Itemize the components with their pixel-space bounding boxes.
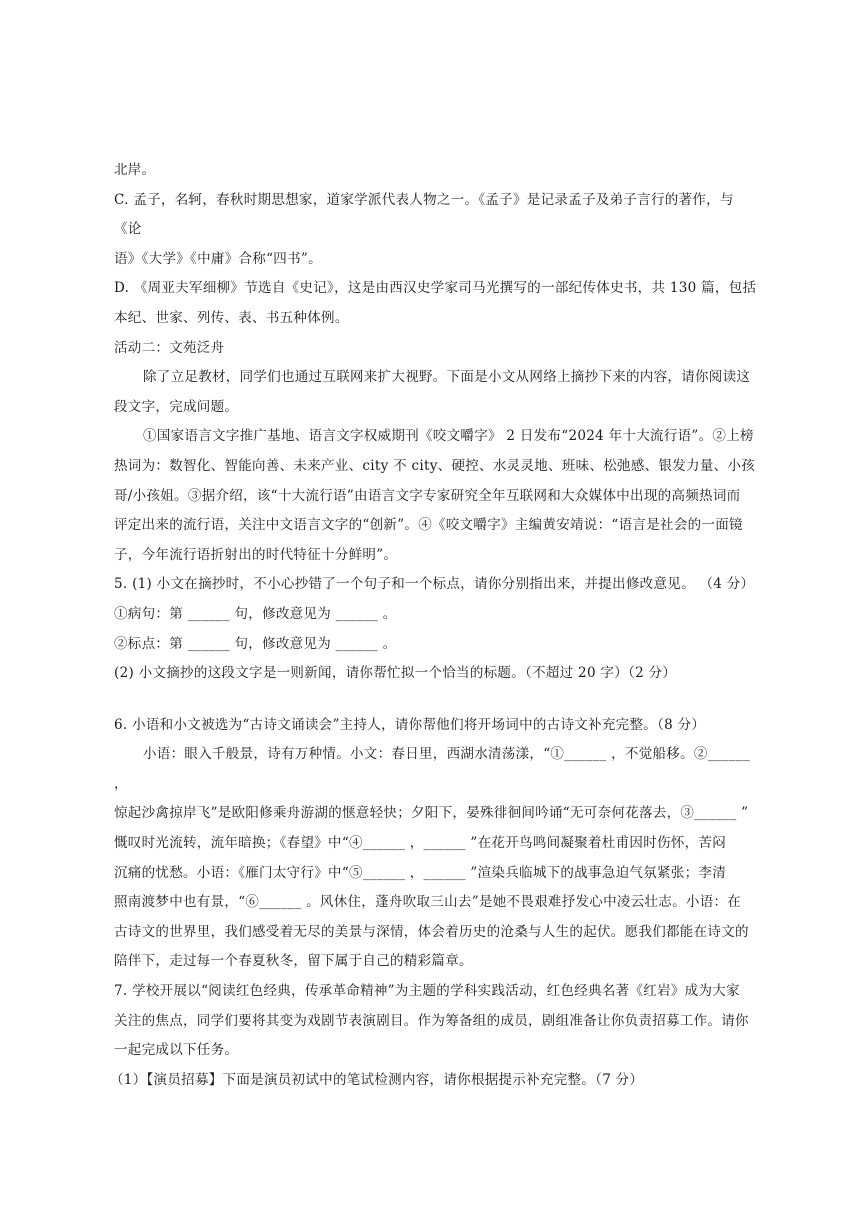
text-line-l03: 语》《大学》《中庸》合称“四书”。 — [114, 250, 322, 267]
text-line-l18: 6. 小语和小文被选为“古诗文诵读会”主持人，请你帮他们将开场词中的古诗文补充完整。（8 分） — [114, 716, 706, 733]
text-line-l16: ②标点：第 ______ 句，修改意见为 ______ 。 — [114, 635, 397, 652]
text-line-l28: 一起完成以下任务。 — [114, 1042, 239, 1059]
text-line-l22: 沉痛的忧愁。小语：《雁门太守行》中“⑤______ ，______ ”渲染兵临城下的战事急迫气氛紧张；李清 — [114, 864, 727, 881]
text-line-l29: （1）【演员招募】下面是演员初试中的笔试检测内容，请你根据提示补充完整。（7 分） — [110, 1071, 644, 1088]
text-line-l24: 古诗文的世界里，我们感受着无尽的美景与深情，体会着历史的沧桑与人生的起伏。愿我们都能在诗文的 — [114, 923, 749, 940]
text-line-l10: 热词为：数智化、智能向善、未来产业、city 不 city、硬控、水灵灵地、班味、松弛感、银发力量、小孩 — [114, 457, 756, 474]
text-line-l20: 惊起沙禽掠岸飞”是欧阳修乘舟游湖的惬意轻快；夕阳下，晏殊徘徊间吟诵“无可奈何花落去，③______ ” — [114, 805, 749, 822]
text-line-l04: D. 《周亚夫军细柳》节选自《史记》，这是由西汉史学家司马光撰写的一部纪传体史书，共 130 篇，包括 — [114, 280, 757, 297]
document-body — [110, 156, 760, 1095]
text-line-l15: ①病句：第 ______ 句，修改意见为 ______ 。 — [114, 605, 397, 622]
text-line-l26: 7. 学校开展以“阅读红色经典，传承革命精神”为主题的学科实践活动，红色经典名著《红岩》成为大家 — [114, 983, 740, 1000]
text-line-l01: 北岸。 — [114, 162, 156, 178]
text-line-l05: 本纪、世家、列传、表、书五种体例。 — [114, 309, 349, 326]
text-line-l14: 5. (1) 小文在摘抄时，不小心抄错了一个句子和一个标点，请你分别指出来，并提出修改意见。 （4 分） — [114, 576, 755, 593]
text-line-l09: ①国家语言文字推广基地、语言文字权威期刊《咬文嚼字》 2 日发布“2024 年十大流行语”。②上榜 — [143, 428, 754, 445]
text-line-l08: 段文字，完成问题。 — [114, 398, 239, 415]
text-line-l19: 小语：眼入千般景，诗有万种情。小文：春日里，西湖水清荡漾，“①______ ，不觉船移。②______ ， — [114, 746, 750, 792]
text-line-l21: 慨叹时光流转，流年暗换；《春望》中“④______ ，______ ”在花开鸟鸣间凝聚着杜甫因时伤怀，苦闷 — [114, 835, 727, 852]
text-line-l12: 评定出来的流行语，关注中文语言文字的“创新”。④《咬文嚼字》主编黄安靖说：“语言是社会的一面镜 — [114, 517, 743, 534]
text-line-l25: 陪伴下，走过每一个春夏秋冬，留下属于自己的精彩篇章。 — [114, 953, 473, 970]
text-line-l11: 哥/小孩姐。③据介绍，该“十大流行语”由语言文字专家研究全年互联网和大众媒体中出现的高频热词而 — [114, 487, 741, 504]
paragraph-gap — [114, 689, 760, 711]
text-line-l17: (2) 小文摘抄的这段文字是一则新闻，请你帮忙拟一个恰当的标题。（不超过 20 字）（2 分） — [114, 665, 677, 682]
text-line-l06: 活动二：文苑泛舟 — [114, 339, 225, 356]
text-line-l07: 除了立足教材，同学们也通过互联网来扩大视野。下面是小文从网络上摘抄下来的内容，请你阅读这 — [143, 369, 751, 386]
text-line-l23: 照南渡梦中也有景，“⑥______ 。风休住，蓬舟吹取三山去”是她不畏艰难抒发心中凌云壮志。小语：在 — [114, 894, 742, 911]
text-line-l27: 关注的焦点，同学们要将其变为戏剧节表演剧目。作为筹备组的成员，剧组准备让你负责招募工作。请你 — [114, 1012, 749, 1029]
text-line-l13: 子，今年流行语折射出的时代特征十分鲜明”。 — [114, 546, 398, 563]
text-line-l02: C. 孟子，名轲，春秋时期思想家，道家学派代表人物之一。《孟子》是记录孟子及弟子言行的著作，与《论 — [114, 191, 734, 238]
